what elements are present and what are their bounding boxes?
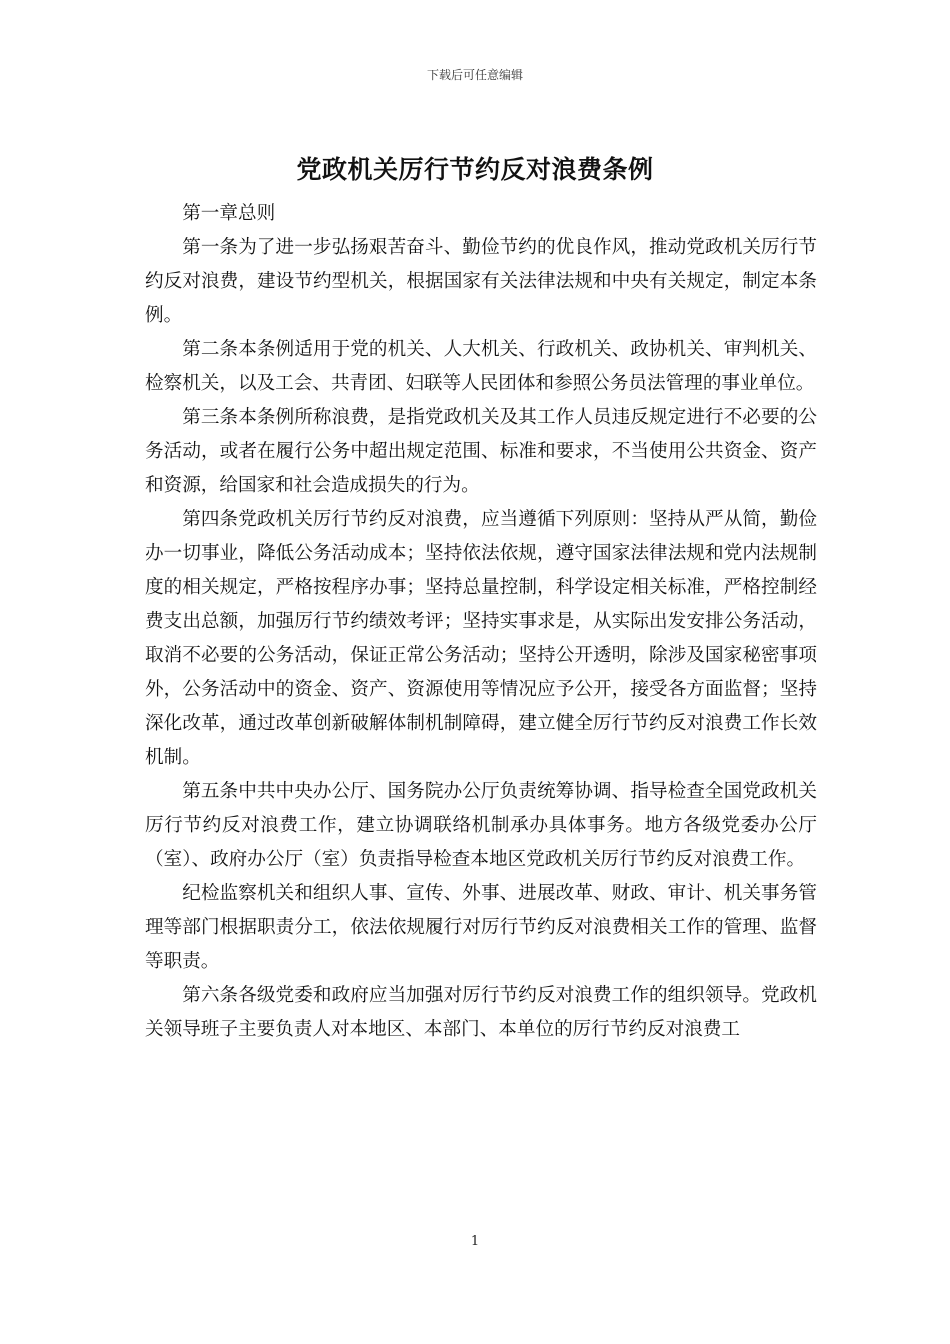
article-paragraph: 第四条党政机关厉行节约反对浪费，应当遵循下列原则：坚持从严从简，勤俭办一切事业，降低公务活动成本；坚持依法依规，遵守国家法律法规和党内法规制度的相关规定，严格按程序办事；坚持总量控制，科学设定相关标准，严格控制经费支出总额，加强厉行节约绩效考评；坚持实事求是，从实际出发安排公务活动，取消不必要的公务活动，保证正常公务活动；坚持公开透明，除涉及国家秘密事项外，公务活动中的资金、资产、资源使用等情况应予公开，接受各方面监督；坚持深化改革，通过改革创新破解体制机制障碍，建立健全厉行节约反对浪费工作长效机制。 [145, 509, 817, 768]
article-paragraph: 第二条本条例适用于党的机关、人大机关、行政机关、政协机关、审判机关、检察机关，以及工会、共青团、妇联等人民团体和参照公务员法管理的事业单位。 [145, 339, 817, 394]
article-paragraph: 纪检监察机关和组织人事、宣传、外事、进展改革、财政、审计、机关事务管理等部门根据职责分工，依法依规履行对厉行节约反对浪费相关工作的管理、监督等职责。 [145, 883, 817, 972]
document-body [145, 197, 817, 1047]
article-paragraph: 第一条为了进一步弘扬艰苦奋斗、勤俭节约的优良作风，推动党政机关厉行节约反对浪费，建设节约型机关，根据国家有关法律法规和中央有关规定，制定本条例。 [145, 237, 817, 326]
article-paragraph: 第三条本条例所称浪费，是指党政机关及其工作人员违反规定进行不必要的公务活动，或者在履行公务中超出规定范围、标准和要求，不当使用公共资金、资产和资源，给国家和社会造成损失的行为。 [145, 407, 817, 496]
article-paragraph: 第六条各级党委和政府应当加强对厉行节约反对浪费工作的组织领导。党政机关领导班子主要负责人对本地区、本部门、本单位的厉行节约反对浪费工 [145, 985, 817, 1040]
header-note: 下载后可任意编辑 [426, 68, 523, 82]
document-title: 党政机关厉行节约反对浪费条例 [296, 155, 654, 184]
page-number: 1 [470, 1234, 480, 1249]
chapter-heading: 第一章总则 [182, 203, 276, 224]
article-paragraph: 第五条中共中央办公厅、国务院办公厅负责统筹协调、指导检查全国党政机关厉行节约反对浪费工作，建立协调联络机制承办具体事务。地方各级党委办公厅（室）、政府办公厅（室）负责指导检查本地区党政机关厉行节约反对浪费工作。 [145, 781, 817, 870]
